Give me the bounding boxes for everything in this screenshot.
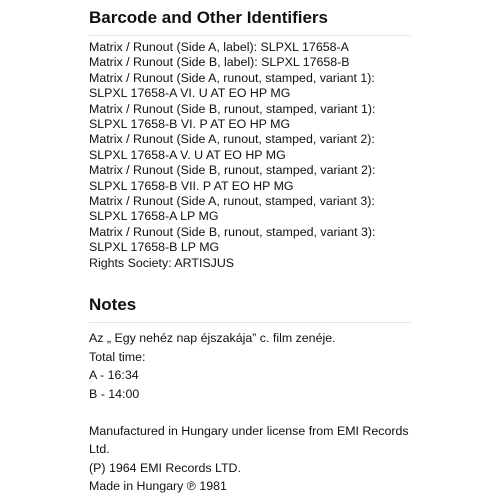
notes-copyright-line: (P) 1964 EMI Records LTD. [89, 460, 241, 475]
notes-film-line: Az „ Egy nehéz nap éjszakája” c. film zenéje. [89, 331, 336, 345]
identifier-line: SLPXL 17658-B VI. P AT EO HP MG [89, 117, 291, 132]
identifier-line: SLPXL 17658-A LP MG [89, 209, 219, 224]
identifier-line: Matrix / Runout (Side A, label): SLPXL 17658-A [89, 40, 349, 54]
notes-paragraph-gap [89, 403, 419, 422]
notes-heading: Notes [89, 295, 137, 314]
notes-manufactured-line-cont: Ltd. [89, 442, 110, 456]
identifiers-heading: Barcode and Other Identifiers [89, 8, 328, 27]
notes-total-time-label: Total time: [89, 349, 146, 364]
notes-divider [89, 322, 411, 323]
identifier-line: SLPXL 17658-A VI. U AT EO HP MG [89, 86, 291, 101]
notes-side-b-time: B - 14:00 [89, 386, 140, 401]
identifier-line: Matrix / Runout (Side A, runout, stamped, variant 1): [89, 70, 375, 85]
rights-society-line: Rights Society: ARTISJUS [89, 255, 235, 270]
identifier-line: Matrix / Runout (Side B, runout, stamped, variant 2): [89, 163, 376, 178]
identifiers-divider [89, 35, 411, 36]
notes-manufactured-line: Manufactured in Hungary under license from EMI Records [89, 423, 409, 438]
notes-made-in-line: Made in Hungary ℗ 1981 [89, 479, 227, 493]
notes-side-a-time: A - 16:34 [89, 368, 139, 382]
identifier-line: Matrix / Runout (Side B, label): SLPXL 17658-B [89, 55, 350, 70]
identifier-line: SLPXL 17658-B LP MG [89, 240, 220, 255]
identifier-line: Matrix / Runout (Side A, runout, stamped, variant 3): [89, 194, 375, 209]
identifier-line: Matrix / Runout (Side A, runout, stamped, variant 2): [89, 132, 375, 147]
identifier-line: Matrix / Runout (Side B, runout, stamped, variant 1): [89, 101, 376, 116]
notes-body [89, 329, 419, 496]
identifier-line: Matrix / Runout (Side B, runout, stamped, variant 3): [89, 224, 376, 239]
identifier-line: SLPXL 17658-A V. U AT EO HP MG [89, 147, 286, 162]
identifier-line: SLPXL 17658-B VII. P AT EO HP MG [89, 178, 294, 193]
identifiers-list [89, 40, 419, 271]
